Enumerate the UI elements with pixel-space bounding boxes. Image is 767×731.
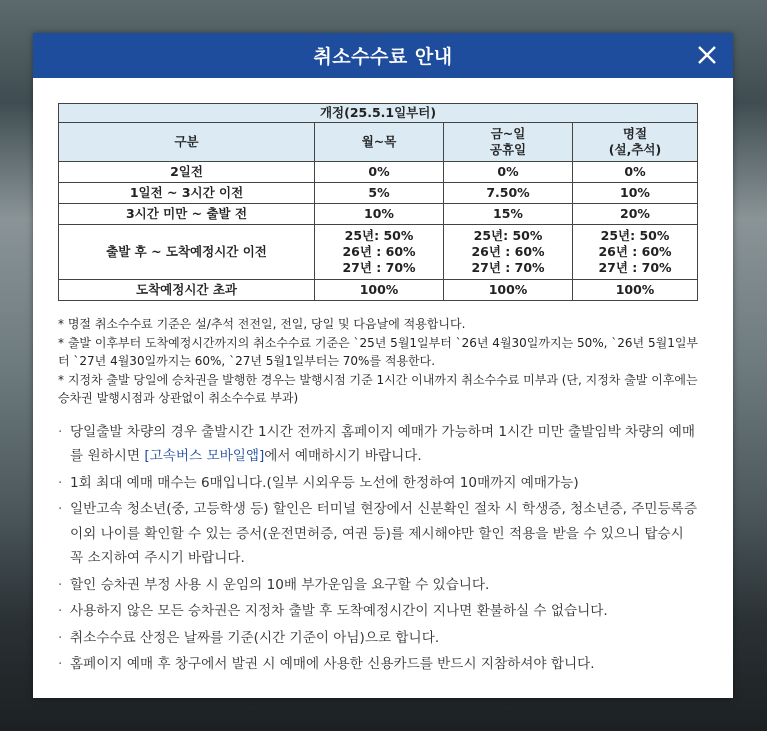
- cell-fri-sun: 7.50%: [444, 183, 573, 204]
- cell-line: 26년 : 60%: [342, 244, 416, 259]
- cell-holiday: [573, 225, 698, 280]
- col-header-fri-sun: [444, 123, 573, 162]
- cell-fri-sun: 0%: [444, 162, 573, 183]
- cell-holiday: 20%: [573, 204, 698, 225]
- cell-holiday: 100%: [573, 280, 698, 301]
- guide-item: · 할인 승차권 부정 사용 시 운임의 10배 부가운임을 요구할 수 있습니다.: [58, 573, 699, 598]
- cancellation-fee-modal: [33, 33, 733, 698]
- guide-text: 당일출발 차량의 경우 출발시간 1시간 전까지 홈페이지 예매가 가능하며 1시간 미만 출발임박 차량의 예매를 원하시면: [70, 423, 695, 464]
- fee-notes: [58, 315, 699, 408]
- cell-mon-thu: 5%: [315, 183, 444, 204]
- row-label: 3시간 미만 ~ 출발 전: [59, 204, 315, 225]
- col-header-fri-sun-line1: 금~일: [490, 126, 526, 141]
- row-label: 도착예정시간 초과: [59, 280, 315, 301]
- col-header-mon-thu: 월~목: [315, 123, 444, 162]
- row-label: 2일전: [59, 162, 315, 183]
- cell-line: 26년 : 60%: [471, 244, 545, 259]
- mobile-app-link[interactable]: [고속버스 모바일앱]: [144, 448, 265, 464]
- cell-fri-sun: 100%: [444, 280, 573, 301]
- modal-header: [33, 33, 733, 78]
- col-header-holiday-line2: (설,추석): [608, 142, 662, 157]
- cell-line: 27년 : 70%: [342, 260, 416, 275]
- guide-item: · 1회 최대 예매 매수는 6매입니다.(일부 시외우등 노선에 한정하여 10매까지 예매가능): [58, 471, 699, 496]
- row-label: 출발 후 ~ 도착예정시간 이전: [59, 225, 315, 280]
- note-item: * 출발 이후부터 도착예정시간까지의 취소수수료 기준은 `25년 5월1일부터 `26년 4월30일까지는 50%, `26년 5월1일부터 `27년 4월30일까지는 60%, `27년 5월1일부터는 70%를 적용한다.: [58, 335, 699, 368]
- table-row: [59, 183, 698, 204]
- table-row: [59, 204, 698, 225]
- note-item: * 명절 취소수수료 기준은 설/추석 전전일, 전일, 당일 및 다음날에 적용합니다.: [58, 317, 466, 331]
- cell-mon-thu: 100%: [315, 280, 444, 301]
- close-icon: [691, 39, 723, 71]
- cell-fri-sun: [444, 225, 573, 280]
- cell-line: 27년 : 70%: [471, 260, 545, 275]
- cell-line: 25년: 50%: [473, 228, 543, 243]
- table-row: [59, 162, 698, 183]
- table-row: [59, 225, 698, 280]
- guide-text: 에서 예매하시기 바랍니다.: [264, 448, 422, 464]
- cell-fri-sun: 15%: [444, 204, 573, 225]
- guide-item: · 취소수수료 산정은 날짜를 기준(시간 기준이 아님)으로 합니다.: [58, 626, 699, 651]
- guide-item: [58, 420, 699, 469]
- cell-line: 25년: 50%: [344, 228, 414, 243]
- col-header-division: 구분: [59, 123, 315, 162]
- col-header-fri-sun-line2: 공휴일: [489, 142, 527, 157]
- guide-item: · 홈페이지 예매 후 창구에서 발권 시 예매에 사용한 신용카드를 반드시 지참하셔야 합니다.: [58, 652, 699, 677]
- note-item: * 지정차 출발 당일에 승차권을 발행한 경우는 발행시점 기준 1시간 이내까지 취소수수료 미부과 (단, 지정차 출발 이후에는 승차권 발행시점과 상관없이 취소수수료 부과): [58, 372, 698, 405]
- revision-label: 개정(25.5.1일부터): [59, 104, 698, 123]
- guide-item: · 사용하지 않은 모든 승차권은 지정차 출발 후 도착예정시간이 지나면 환불하실 수 없습니다.: [58, 599, 699, 624]
- guide-item: · 일반고속 청소년(중, 고등학생 등) 할인은 터미널 현장에서 신분확인 절차 시 학생증, 청소년증, 주민등록증 이외 나이를 확인할 수 있는 증서(운전면허증, 여권 등)를 제시해야만 할인 적용을 받을 수 있으니 탑승시 꼭 소지하여 주시기 바랍니다.: [58, 497, 699, 571]
- cell-mon-thu: [315, 225, 444, 280]
- close-button[interactable]: [691, 39, 723, 71]
- table-row: [59, 280, 698, 301]
- modal-title: 취소수수료 안내: [313, 46, 453, 68]
- cell-line: 27년 : 70%: [598, 260, 672, 275]
- cell-holiday: 0%: [573, 162, 698, 183]
- cell-line: 25년: 50%: [600, 228, 670, 243]
- col-header-holiday-line1: 명절: [622, 126, 648, 141]
- cancellation-fee-table: [58, 103, 698, 301]
- col-header-holiday: [573, 123, 698, 162]
- cell-mon-thu: 0%: [315, 162, 444, 183]
- cell-mon-thu: 10%: [315, 204, 444, 225]
- modal-content: [33, 78, 733, 677]
- cell-line: 26년 : 60%: [598, 244, 672, 259]
- cell-holiday: 10%: [573, 183, 698, 204]
- guide-list: [58, 420, 699, 677]
- row-label: 1일전 ~ 3시간 이전: [59, 183, 315, 204]
